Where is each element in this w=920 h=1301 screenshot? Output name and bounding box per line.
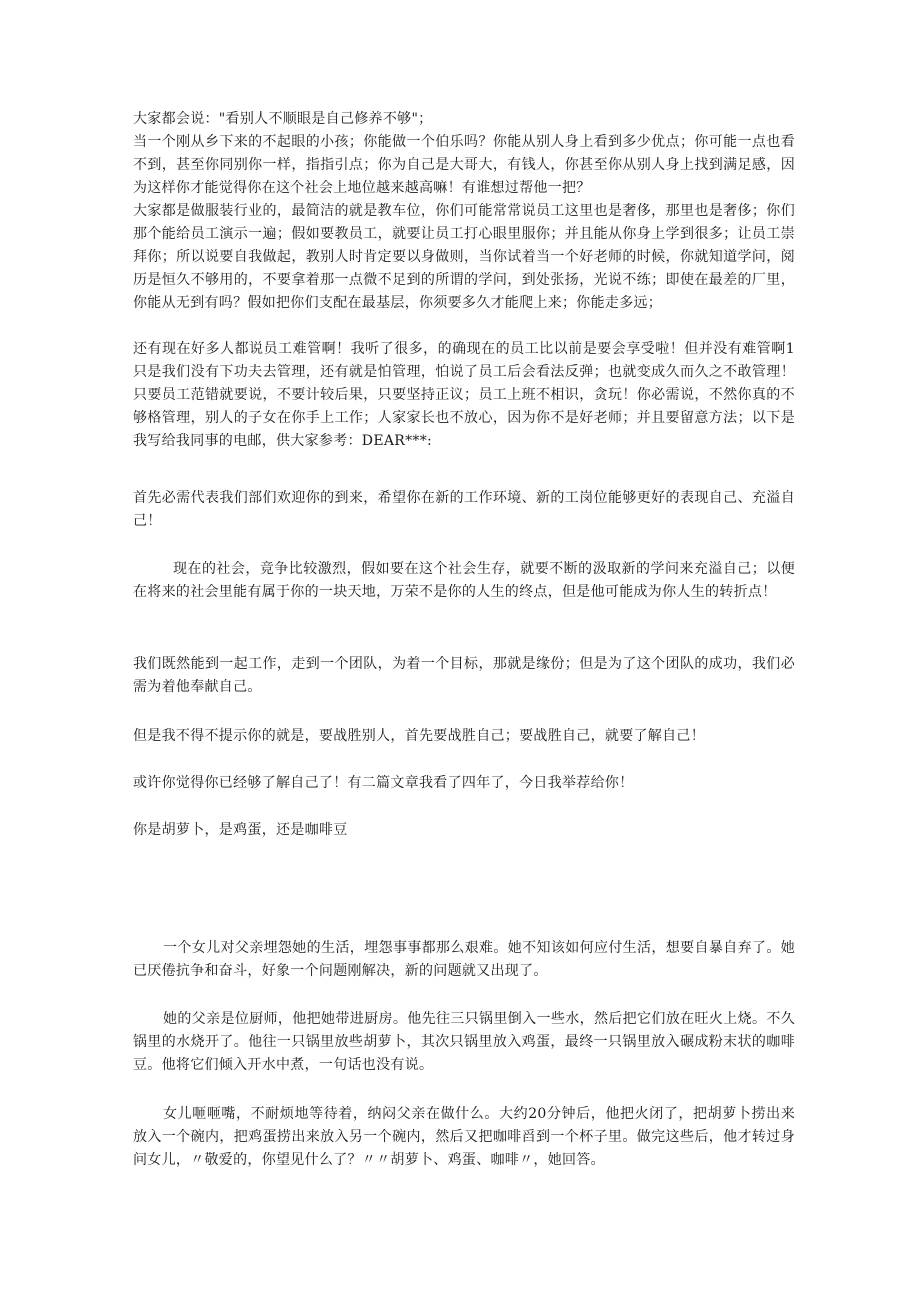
paragraph-recommend-articles: 或许你觉得你已经够了解自己了！有二篇文章我看了四年了，今日我举荐给你！ [133, 775, 634, 791]
paragraph-society: 现在的社会，竞争比较激烈，假如要在这个社会生存，就要不断的汲取新的学问来充溢自己；以便在将来的社会里能有属于你的一块天地，万荣不是你的人生的终点，但是他可能成为你人生的转折点！ [133, 561, 795, 600]
story-paragraph-1: 一个女儿对父亲埋怨她的生活，埋怨事事都那么艰难。她不知该如何应付生活，想要自暴自弃了。她已厌倦抗争和奋斗，好象一个问题刚解决，新的问题就又出现了。 [133, 940, 795, 979]
story-paragraph-3: 女儿咂咂嘴，不耐烦地等待着，纳闷父亲在做什么。大约20分钟后，他把火闭了，把胡萝卜捞出来放入一个碗内，把鸡蛋捞出来放入另一个碗内，然后又把咖啡舀到一个杯子里。做完这些后，他才转过身问女儿，〃敬爱的，你望见什么了？〃〃胡萝卜、鸡蛋、咖啡〃，她回答。 [133, 1106, 795, 1168]
paragraph-teamwork: 我们既然能到一起工作，走到一个团队，为着一个目标，那就是缘份；但是为了这个团队的成功，我们必需为着他奉献自己。 [133, 656, 795, 695]
paragraph-intro-quote: 大家都会说："看别人不顺眼是自己修养不够"； [133, 111, 433, 127]
story-paragraph-2: 她的父亲是位厨师，他把她带进厨房。他先往三只锅里倒入一些水，然后把它们放在旺火上烧。不久锅里的水烧开了。他往一只锅里放些胡萝卜，其次只锅里放入鸡蛋，最终一只锅里放入碾成粉末状的咖啡豆。他将它们倾入开水中煮，一句话也没有说。 [133, 1011, 795, 1073]
paragraph-overcome-self: 但是我不得不提示你的就是，要战胜别人，首先要战胜自己；要战胜自己，就要了解自己！ [133, 728, 705, 744]
paragraph-garment-industry: 大家都是做服装行业的，最简洁的就是教车位，你们可能常常说员工这里也是奢侈，那里也是奢侈；你们那个能给员工演示一遍；假如要教员工，就要让员工打心眼里服你；并且能从你身上学到很多；让员工崇拜你；所以说要自我做起，教别人时肯定要以身做则，当你试着当一个好老师的时候，你就知道学问，阅历是恒久不够用的，不要拿着那一点微不足到的所谓的学问，到处张扬，光说不练；即使在最差的厂里，你能从无到有吗？假如把你们支配在最基层，你须要多久才能爬上来；你能走多远； [133, 203, 795, 311]
paragraph-staff-management: 还有现在好多人都说员工难管啊！我听了很多，的确现在的员工比以前是要会享受啦！但并没有难管啊1只是我们没有下功夫去管理，还有就是怕管理，怕说了员工后会看法反弹；也就变成久而久之不敢管理！只要员工范错就要说，不要计较后果，只要坚持正议；员工上班不相识，贪玩！你必需说，不然你真的不够格管理，别人的子女在你手上工作；人家家长也不放心，因为你不是好老师；并且要留意方法；以下是我写给我同事的电邮，供大家参考：DEAR***: [133, 341, 795, 449]
paragraph-welcome: 首先必需代表我们部们欢迎你的到来，希望你在新的工作环境、新的工岗位能够更好的表现自己、充溢自己！ [133, 490, 795, 529]
paragraph-country-child: 当一个刚从乡下来的不起眼的小孩；你能做一个伯乐吗？你能从别人身上看到多少优点；你可能一点也看不到，甚至你同别你一样，指指引点；你为自己是大哥大，有钱人，你甚至你从别人身上找到满足感，因为这样你才能觉得你在这个社会上地位越来越高嘛！有谁想过帮他一把？ [133, 134, 795, 196]
article-title: 你是胡萝卜，是鸡蛋，还是咖啡豆 [133, 822, 348, 838]
